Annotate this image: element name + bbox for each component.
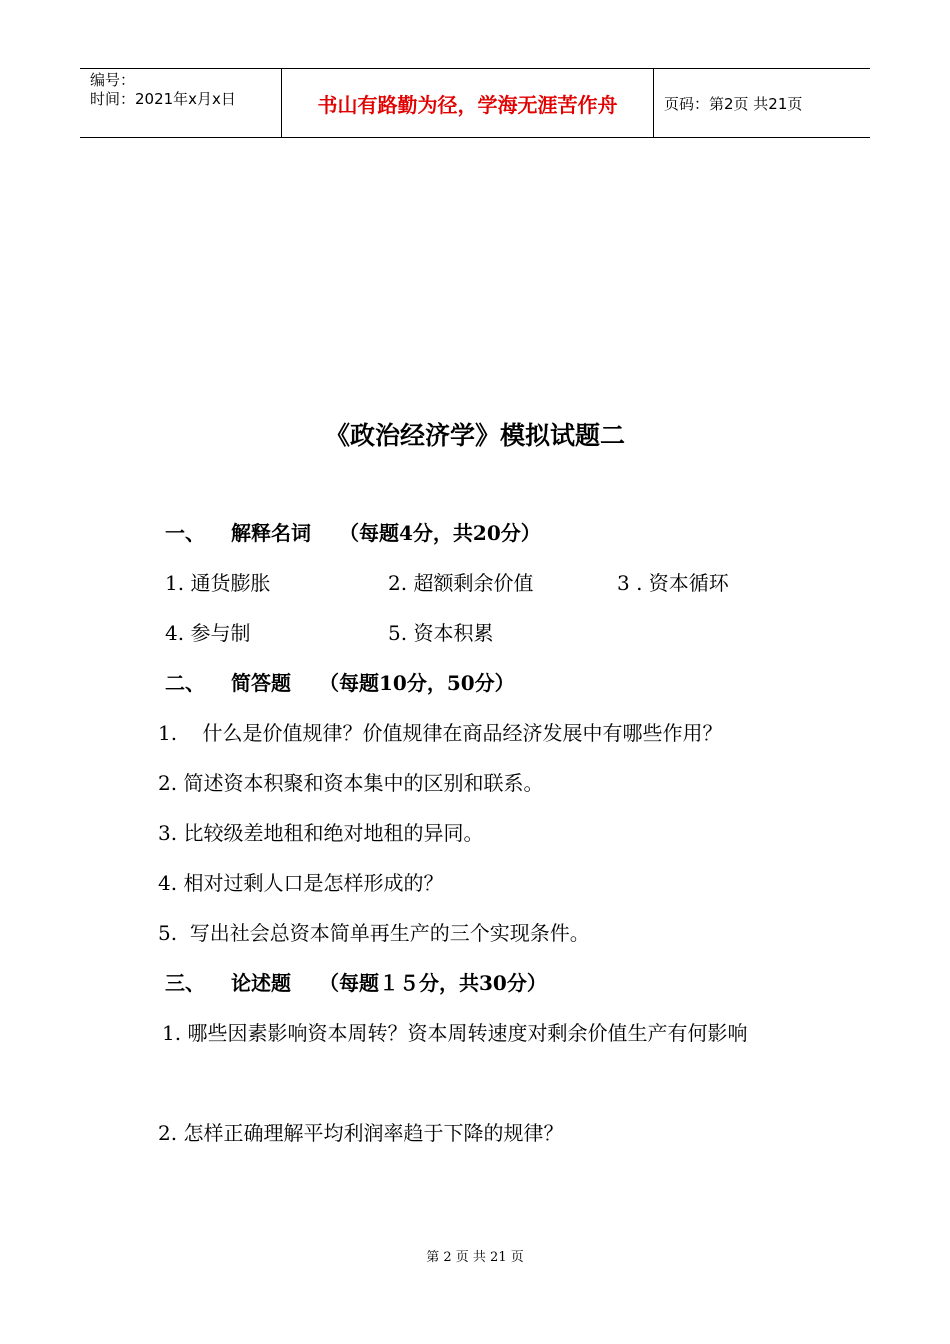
term-item-5: 5. 资本积累 <box>388 621 494 645</box>
date-label: 时间：2021年x月x日 <box>90 90 236 108</box>
section-score: （每题１５分，共30分） <box>319 971 547 995</box>
page-title: 《政治经济学》模拟试题二 <box>324 421 625 450</box>
question-item: 5. 写出社会总资本简单再生产的三个实现条件。 <box>158 921 590 945</box>
term-item-1: 1. 通货膨胀 <box>165 571 271 595</box>
term-item-3: 3 . 资本循环 <box>617 571 729 595</box>
page-header <box>80 68 870 138</box>
section-name: 解释名词 <box>231 521 311 545</box>
header-page-info: 页码：第2页 共21页 <box>664 94 803 113</box>
serial-label: 编号： <box>90 71 136 89</box>
section-heading-1 <box>165 520 541 546</box>
question-item: 4. 相对过剩人口是怎样形成的？ <box>158 871 444 895</box>
essay-item: 1. 哪些因素影响资本周转？资本周转速度对剩余价值生产有何影响 <box>162 1021 748 1045</box>
section-heading-2 <box>165 670 515 696</box>
section-score: （每题10分，50分） <box>319 671 515 695</box>
section-number: 二、 <box>165 671 205 695</box>
header-left-cell <box>80 69 282 137</box>
question-item: 1. 什么是价值规律？价值规律在商品经济发展中有哪些作用？ <box>158 721 723 745</box>
essay-item: 2. 怎样正确理解平均利润率趋于下降的规律？ <box>158 1121 564 1145</box>
section-score: （每题4分，共20分） <box>339 521 541 545</box>
section-number: 一、 <box>165 521 205 545</box>
term-item-2: 2. 超额剩余价值 <box>388 571 534 595</box>
header-motto: 书山有路勤为径，学海无涯苦作舟 <box>282 69 654 137</box>
term-item-4: 4. 参与制 <box>165 621 251 645</box>
page-footer: 第 2 页 共 21 页 <box>426 1250 524 1265</box>
section-name: 简答题 <box>231 671 291 695</box>
question-item: 3. 比较级差地租和绝对地租的异同。 <box>158 821 484 845</box>
section-number: 三、 <box>165 971 205 995</box>
section-heading-3 <box>165 970 547 996</box>
section-name: 论述题 <box>231 971 291 995</box>
question-item: 2. 简述资本积聚和资本集中的区别和联系。 <box>158 771 544 795</box>
